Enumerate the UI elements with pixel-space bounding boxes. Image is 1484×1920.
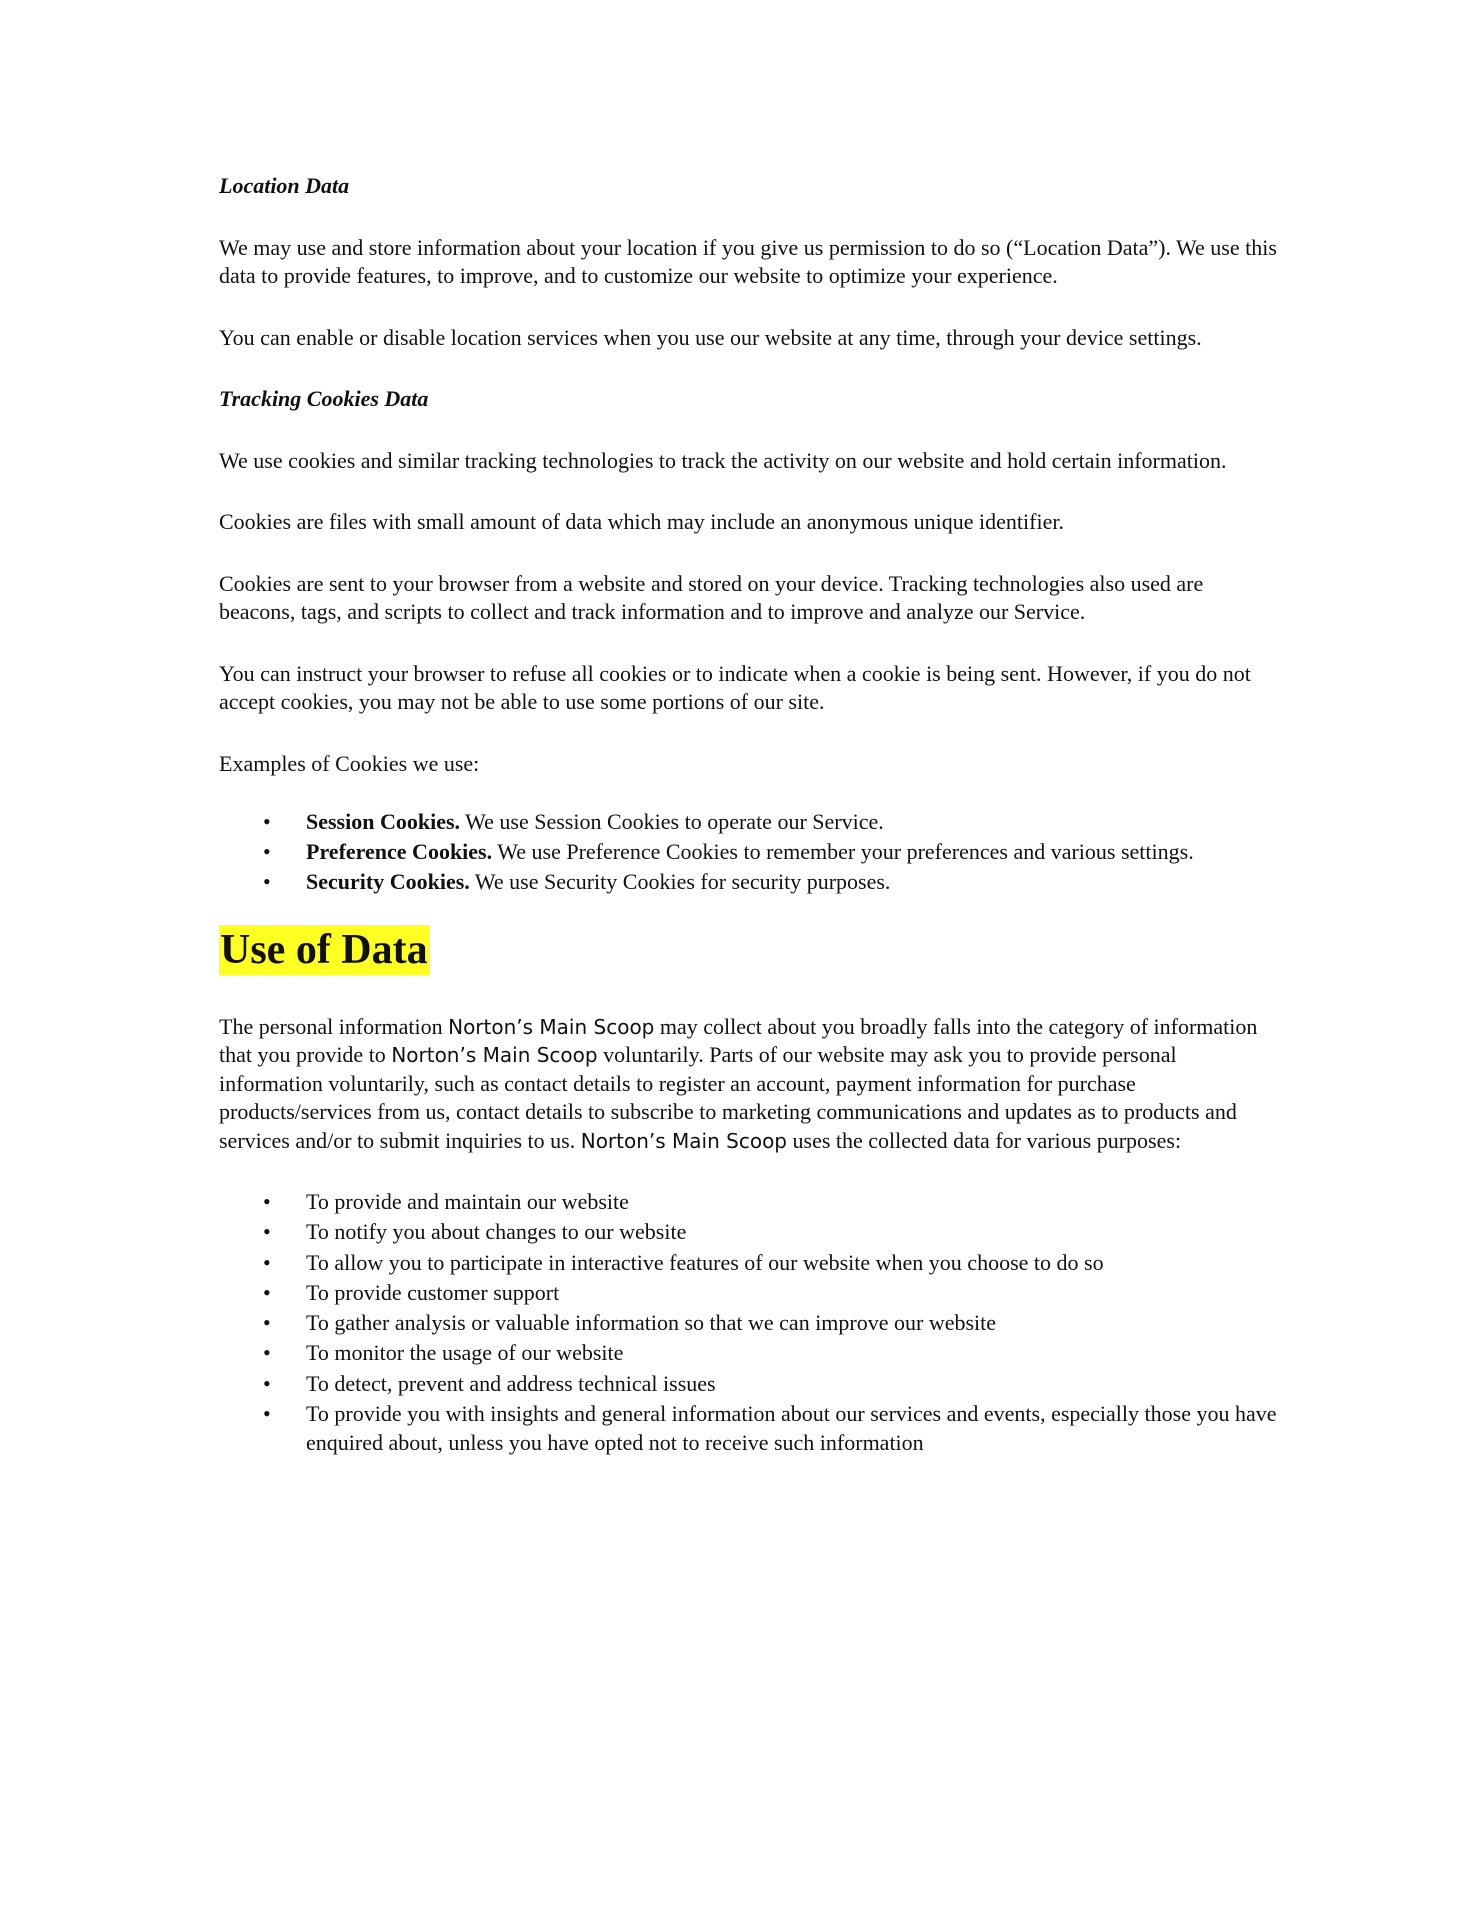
- purpose-text: To provide customer support: [306, 1279, 560, 1305]
- list-item: [219, 1400, 1279, 1457]
- location-data-paragraph-1: We may use and store information about your location if you give us permission to do so (“Location Data”). We use this data to provide features, to improve, and to customize our website to optimize your experience.: [219, 234, 1277, 288]
- use-of-data-intro: [219, 1013, 1279, 1156]
- intro-text: voluntarily. Parts of our website may ask you to provide personal information voluntarily, such as contact details to register an account, payment information for purchase products/services from us, contact details to subscribe to marketing communications and updates as to products and services and/or to submit inquiries to us.: [219, 1042, 1237, 1153]
- location-data-heading: Location Data: [219, 173, 350, 198]
- list-item: [219, 1279, 1279, 1308]
- bullet-icon: •: [263, 809, 271, 834]
- list-item: [219, 1370, 1279, 1399]
- list-item: [219, 1188, 1279, 1217]
- cookie-term: Session Cookies.: [306, 809, 461, 834]
- list-item: [219, 1218, 1279, 1247]
- tracking-cookies-paragraph-2: Cookies are files with small amount of data which may include an anonymous unique identifier.: [219, 509, 1064, 534]
- purpose-text: To gather analysis or valuable information so that we can improve our website: [306, 1310, 997, 1336]
- document-page: [219, 172, 1279, 1459]
- purpose-text: To provide you with insights and general information about our services and events, especially those you have enquired about, unless you have opted not to receive such information: [306, 1401, 1277, 1455]
- bullet-icon: •: [263, 1310, 271, 1336]
- location-data-paragraph-2: You can enable or disable location services when you use our website at any time, through your device settings.: [219, 324, 1202, 350]
- intro-text: may collect about you broadly falls into the category of information that you provide to: [219, 1013, 1258, 1067]
- data-purposes-list: [219, 1188, 1279, 1457]
- bullet-icon: •: [263, 1340, 271, 1366]
- bullet-icon: •: [263, 1401, 271, 1427]
- bullet-icon: •: [263, 1219, 271, 1245]
- list-item: [219, 808, 1279, 837]
- cookie-examples-intro: Examples of Cookies we use:: [219, 750, 480, 776]
- cookie-term: Security Cookies.: [306, 869, 470, 894]
- intro-text: The personal information: [219, 1013, 449, 1039]
- bullet-icon: •: [263, 1189, 271, 1214]
- company-name: Norton’s Main Scoop: [448, 1014, 655, 1039]
- cookie-examples-list: [219, 808, 1279, 897]
- purpose-text: To notify you about changes to our website: [306, 1219, 687, 1245]
- cookie-description: We use Session Cookies to operate our Service.: [465, 809, 884, 834]
- tracking-cookies-paragraph-4: You can instruct your browser to refuse all cookies or to indicate when a cookie is being sent. However, if you do not accept cookies, you may not be able to use some portions of our site.: [219, 660, 1251, 714]
- cookie-description: We use Security Cookies for security purposes.: [474, 869, 891, 894]
- tracking-cookies-heading: Tracking Cookies Data: [219, 386, 429, 411]
- purpose-text: To provide and maintain our website: [306, 1189, 629, 1214]
- company-name: Norton’s Main Scoop: [391, 1043, 598, 1067]
- purpose-text: To monitor the usage of our website: [306, 1340, 624, 1366]
- use-of-data-title: Use of Data: [220, 926, 428, 973]
- cookie-description: We use Preference Cookies to remember your preferences and various settings.: [497, 839, 1194, 864]
- bullet-icon: •: [263, 1370, 271, 1396]
- tracking-cookies-paragraph-1: We use cookies and similar tracking technologies to track the activity on our website and hold certain information.: [219, 447, 1227, 473]
- list-item: [219, 868, 1279, 897]
- list-item: [219, 1249, 1279, 1278]
- cookie-term: Preference Cookies.: [306, 839, 493, 864]
- purpose-text: To allow you to participate in interactive features of our website when you choose to do so: [306, 1249, 1104, 1275]
- tracking-cookies-paragraph-3: Cookies are sent to your browser from a website and stored on your device. Tracking technologies also used are beacons, tags, and scripts to collect and track information and to improve and analyze our Service.: [219, 570, 1204, 624]
- intro-text: uses the collected data for various purposes:: [787, 1127, 1182, 1153]
- bullet-icon: •: [263, 1279, 271, 1305]
- company-name: Norton’s Main Scoop: [580, 1128, 788, 1153]
- list-item: [219, 1309, 1279, 1338]
- purpose-text: To detect, prevent and address technical issues: [306, 1370, 716, 1396]
- list-item: [219, 838, 1279, 867]
- list-item: [219, 1339, 1279, 1368]
- bullet-icon: •: [263, 839, 271, 864]
- bullet-icon: •: [263, 869, 271, 894]
- bullet-icon: •: [263, 1249, 271, 1275]
- use-of-data-title-wrap: [219, 925, 1279, 975]
